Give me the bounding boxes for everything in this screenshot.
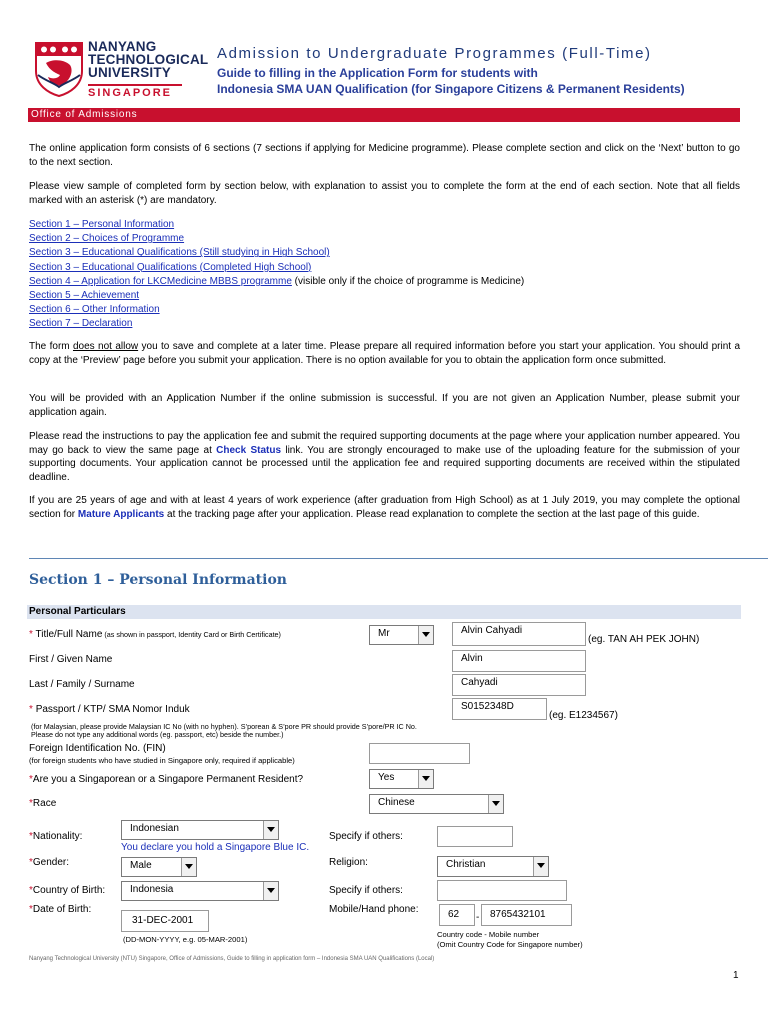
specify-cob-input[interactable]	[437, 880, 567, 901]
fullname-example: (eg. TAN AH PEK JOHN)	[588, 634, 700, 645]
specify-nationality-input[interactable]	[437, 826, 513, 847]
section-1-title: Section 1 – Personal Information	[29, 572, 287, 588]
intro-paragraph-5: Please read the instructions to pay the application fee and submit the required supporting documents at the page where your application number appeared. You may go back to view the same page at Check Status link. You are strongly encouraged to make use of the uploading feature for the submission of your supporting documents. Your application cannot be processed until the application fee and required supporting documents are received within the stipulated deadline.	[29, 431, 741, 483]
link-section-1[interactable]: Section 1 – Personal Information	[29, 219, 175, 230]
last-name-input[interactable]: Cahyadi	[452, 674, 586, 696]
link-section-4[interactable]: Section 4 – Application for LKCMedicine MBBS programme	[29, 275, 292, 287]
passport-example: (eg. E1234567)	[549, 710, 618, 721]
intro-paragraph-1: The online application form consists of 6 sections (7 sections if applying for Medicine programme). Please complete section and click on the ‘Next’ button to go to the next section.	[29, 143, 740, 168]
first-name-input[interactable]: Alvin	[452, 650, 586, 672]
fin-input[interactable]	[369, 743, 470, 764]
fin-label: Foreign Identification No. (FIN)	[29, 743, 166, 754]
gender-label: *Gender:	[29, 857, 70, 868]
title-select[interactable]: Mr	[369, 625, 434, 645]
dob-input[interactable]: 31-DEC-2001	[121, 910, 209, 932]
page-number: 1	[733, 970, 739, 981]
office-bar-label: Office of Admissions	[31, 109, 138, 120]
mobile-number-input[interactable]: 8765432101	[481, 904, 572, 926]
link-section-2[interactable]: Section 2 – Choices of Programme	[29, 233, 185, 245]
mature-applicants-link[interactable]: Mature Applicants	[77, 508, 165, 520]
passport-note: (for Malaysian, please provide Malaysian IC No (with no hyphen). S’porean & S’pore PR should provide S’pore/PR IC No. Please do not type any additional words (eg. passport, etc) beside the number.)	[31, 722, 417, 740]
mobile-note: Country code - Mobile number (Omit Country Code for Singapore number)	[437, 930, 583, 949]
intro-paragraph-4: You will be provided with an Application Number if the online submission is successful. If you are not given an Application Number, please submit your application again.	[29, 393, 740, 418]
intro-paragraph-2: Please view sample of completed form by section below, with explanation to assist you to complete the form at the end of each section. Note that all fields marked with an asterisk (*) are mandatory.	[29, 181, 740, 206]
office-bar	[28, 108, 740, 122]
country-of-birth-label: *Country of Birth:	[29, 885, 106, 896]
chevron-down-icon	[263, 821, 278, 839]
link-section-3-studying[interactable]: Section 3 – Educational Qualifications (Still studying in High School)	[29, 247, 330, 259]
sg-resident-label: *Are you a Singaporean or a Singapore Permanent Resident?	[29, 774, 304, 785]
gender-select[interactable]: Male	[121, 857, 197, 877]
personal-particulars-bar	[27, 605, 741, 619]
chevron-down-icon	[181, 858, 196, 876]
nationality-select[interactable]: Indonesian	[121, 820, 279, 840]
race-select[interactable]: Chinese	[369, 794, 504, 814]
personal-particulars-heading: Personal Particulars	[29, 606, 126, 617]
chevron-down-icon	[533, 857, 548, 876]
link-section-6[interactable]: Section 6 – Other Information	[29, 304, 160, 316]
link-section-5[interactable]: Section 5 – Achievement	[29, 290, 140, 302]
mobile-country-code-input[interactable]: 62	[439, 904, 475, 926]
link-section-3-completed[interactable]: Section 3 – Educational Qualifications (Completed High School)	[29, 261, 312, 273]
intro-paragraph-6: If you are 25 years of age and with at least 4 years of work experience (after graduation from High School) as at 1 July 2019, you may complete the optional section for Mature Applicants at the tracking page after your application. Please read explanation to complete the section at the last page of this guide.	[29, 495, 740, 520]
page-title: Admission to Undergraduate Programmes (Full-Time)	[217, 45, 652, 62]
page-subtitle-line1: Guide to filling in the Application Form for students with	[217, 66, 538, 80]
link-section-4-note: (visible only if the choice of programme is Medicine)	[291, 275, 525, 287]
check-status-link[interactable]: Check Status	[216, 444, 282, 456]
section-divider	[29, 558, 768, 559]
first-name-label: First / Given Name	[29, 654, 113, 665]
religion-select[interactable]: Christian	[437, 856, 549, 877]
page-subtitle-line2: Indonesia SMA UAN Qualification (for Singapore Citizens & Permanent Residents)	[217, 82, 685, 96]
passport-input[interactable]: S0152348D	[452, 698, 547, 720]
ntu-crest-logo	[34, 41, 84, 97]
sg-resident-select[interactable]: Yes	[369, 769, 434, 789]
page-footer: Nanyang Technological University (NTU) Singapore, Office of Admissions, Guide to filling in application form – Indonesia SMA UAN Qualifications (Local)	[29, 956, 435, 962]
specify-cob-label: Specify if others:	[329, 885, 403, 896]
mobile-dash: -	[476, 912, 480, 923]
chevron-down-icon	[418, 770, 433, 788]
fin-note: (for foreign students who have studied in Singapore only, required if applicable)	[29, 756, 295, 765]
university-name: NANYANG TECHNOLOGICAL UNIVERSITY	[88, 39, 209, 80]
race-label: *Race	[29, 798, 57, 809]
nationality-label: *Nationality:	[29, 831, 83, 842]
chevron-down-icon	[418, 626, 433, 644]
religion-label: Religion:	[329, 857, 368, 868]
title-fullname-label: * Title/Full Name (as shown in passport, Identity Card or Birth Certificate)	[29, 629, 281, 640]
last-name-label: Last / Family / Surname	[29, 679, 135, 690]
university-singapore: SINGAPORE	[88, 84, 182, 99]
intro-paragraph-3: The form does not allow you to save and complete at a later time. Please prepare all required information before you start your application. You should print a copy at the ‘Preview’ page before you submit your application. There is no option available for you to obtain the application form once submitted.	[29, 341, 740, 366]
section-links	[29, 218, 524, 332]
passport-label: * Passport / KTP/ SMA Nomor Induk	[29, 704, 190, 715]
dob-format-note: (DD-MON-YYYY, e.g. 05-MAR-2001)	[123, 935, 248, 944]
chevron-down-icon	[263, 882, 278, 900]
blue-ic-note: You declare you hold a Singapore Blue IC.	[121, 842, 310, 853]
link-section-7[interactable]: Section 7 – Declaration	[29, 318, 133, 330]
mobile-label: Mobile/Hand phone:	[329, 904, 419, 915]
country-of-birth-select[interactable]: Indonesia	[121, 881, 279, 901]
chevron-down-icon	[488, 795, 503, 813]
dob-label: *Date of Birth:	[29, 904, 92, 915]
fullname-input[interactable]: Alvin Cahyadi	[452, 622, 586, 646]
does-not-allow-emphasis: does not allow	[72, 341, 139, 352]
specify-nationality-label: Specify if others:	[329, 831, 403, 842]
